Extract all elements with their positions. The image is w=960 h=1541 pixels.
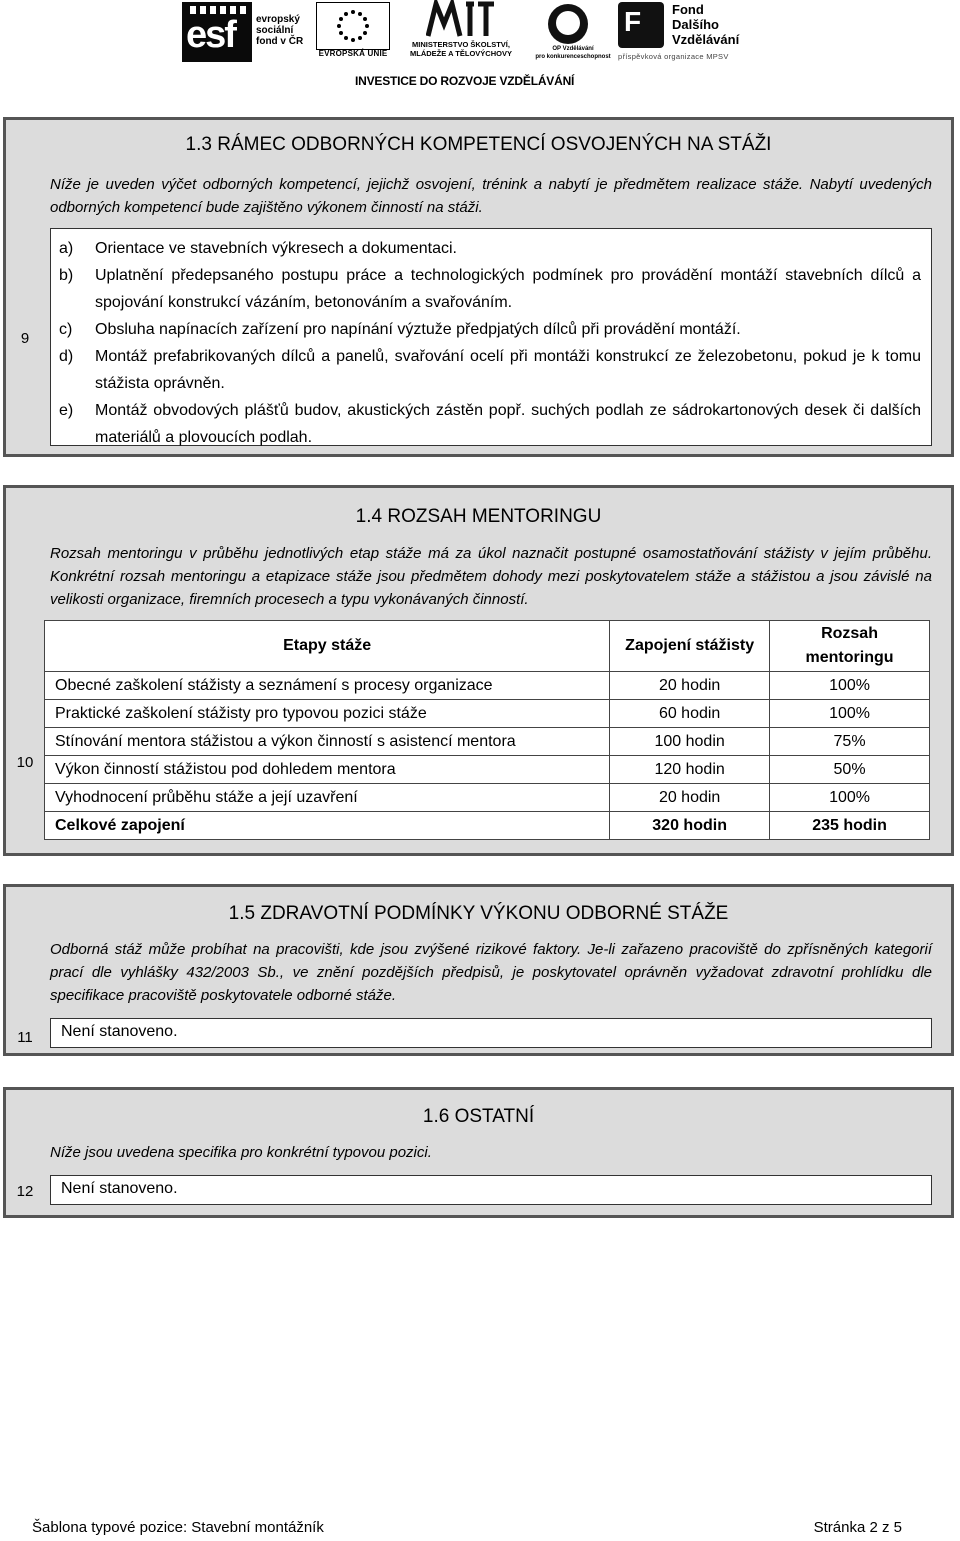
table-row: [45, 784, 930, 812]
msmt-text-line: MINISTERSTVO ŠKOLSTVÍ,: [412, 40, 510, 49]
other-value: Není stanoveno.: [50, 1175, 932, 1205]
fdv-text-line: Fond: [672, 2, 704, 17]
table-cell: Výkon činností stážistou pod dohledem mentora: [45, 756, 610, 784]
table-cell: Obecné zaškolení stážisty a seznámení s procesy organizace: [45, 672, 610, 700]
table-cell: 100 hodin: [610, 728, 770, 756]
fdv-subtitle: příspěvková organizace MPSV: [618, 52, 729, 61]
section-title: 1.5 ZDRAVOTNÍ PODMÍNKY VÝKONU ODBORNÉ STÁŽE: [228, 903, 729, 924]
list-item: [59, 316, 921, 343]
table-cell: Celkové zapojení: [45, 812, 610, 840]
mentoring-table: [44, 620, 930, 840]
table-cell: 100%: [770, 700, 930, 728]
health-value: Není stanoveno.: [50, 1018, 932, 1048]
fdv-logo: [618, 2, 758, 62]
list-item: [59, 343, 921, 397]
table-cell: 100%: [770, 784, 930, 812]
fdv-mark-icon: F: [618, 2, 664, 48]
item-text: Montáž obvodových plášťů budov, akustických zástěn popř. suchých podlah ze sádrokartonových desek či dalších materiálů a plovoucích podlah.: [95, 402, 921, 446]
table-header-row: [45, 621, 930, 672]
table-cell: Praktické zaškolení stážisty pro typovou pozici stáže: [45, 700, 610, 728]
item-text: Orientace ve stavebních výkresech a dokumentaci.: [95, 240, 457, 257]
opvk-text-line: pro konkurenceschopnost: [535, 53, 611, 60]
table-row: [45, 700, 930, 728]
section-other: [3, 1087, 954, 1218]
competence-box: [50, 228, 932, 446]
section-number: 11: [17, 1029, 33, 1046]
table-cell: 50%: [770, 756, 930, 784]
eu-text: EVROPSKÁ UNIE: [318, 49, 388, 58]
item-marker: a): [59, 240, 74, 257]
table-cell: 235 hodin: [770, 812, 930, 840]
column-header: Zapojení stážisty: [610, 621, 770, 672]
table-cell: 60 hodin: [610, 700, 770, 728]
msmt-text-line: MLÁDEŽE A TĚLOVÝCHOVY: [410, 49, 512, 58]
table-row: [45, 756, 930, 784]
table-cell: Stínování mentora stážistou a výkon činností s asistencí mentora: [45, 728, 610, 756]
column-header: Etapy stáže: [45, 621, 610, 672]
table-total-row: [45, 812, 930, 840]
table-cell: 75%: [770, 728, 930, 756]
section-intro: Odborná stáž může probíhat na pracovišti, kde jsou zvýšené rizikové faktory. Je-li zařazeno pracoviště do zpřísněných kategorií prací dle vyhlášky 432/2003 Sb., ve znění pozdějších předpisů, je poskytovatel oprávněn vyžadovat zdravotní prohlídku dle specifikace pracoviště poskytovatele odborné stáže.: [50, 941, 932, 1004]
page-footer: [32, 1519, 902, 1536]
list-item: [59, 235, 921, 262]
opvk-text-line: OP Vzdělávání: [552, 46, 594, 52]
fdv-text-line: Dalšího: [672, 17, 719, 32]
section-number: 10: [16, 754, 34, 771]
column-header: Rozsah mentoringu: [770, 621, 930, 672]
fdv-text-line: Vzdělávání: [672, 32, 740, 47]
section-intro: Níže je uveden výčet odborných kompetencí, jejichž osvojení, trénink a nabytí je předmětem realizace stáže. Nabytí uvedených odborných kompetencí bude zajištěno výkonem činností na stáži.: [50, 176, 932, 216]
msmt-mark-icon: [426, 0, 496, 38]
item-text: Obsluha napínacích zařízení pro napínání výztuže předpjatých dílců při provádění montáží.: [95, 321, 741, 338]
header-logos: [0, 0, 960, 95]
section-competences: [3, 117, 954, 457]
esf-text-line: sociální: [256, 25, 294, 36]
section-intro: Níže jsou uvedena specifika pro konkrétní typovou pozici.: [50, 1144, 432, 1161]
footer-template-name: Šablona typové pozice: Stavební montážník: [32, 1519, 324, 1536]
section-title: 1.3 RÁMEC ODBORNÝCH KOMPETENCÍ OSVOJENÝCH NA STÁŽI: [185, 134, 772, 155]
section-intro: Rozsah mentoringu v průběhu jednotlivých etap stáže má za úkol naznačit postupné osamostatňování stážisty v jejím průběhu. Konkrétní rozsah mentoringu a etapizace stáže jsou předmětem dohody mezi poskytovatelem stáže a stážistou a jsou závislé na velikosti organizace, firemních procesech a typu vykonávaných činností.: [50, 545, 932, 608]
opvk-mark-icon: [548, 4, 588, 44]
item-text: Montáž prefabrikovaných dílců a panelů, svařování ocelí při montáži konstrukcí ze železobetonu, pokud je k tomu stážista oprávněn.: [95, 348, 921, 392]
item-marker: b): [59, 267, 74, 284]
esf-logo: esf evropský sociální fond v ČR: [182, 2, 306, 62]
table-cell: 100%: [770, 672, 930, 700]
table-cell: Vyhodnocení průběhu stáže a její uzavření: [45, 784, 610, 812]
competence-list: [51, 229, 931, 451]
section-title: 1.4 ROZSAH MENTORINGU: [355, 506, 602, 527]
table-cell: 20 hodin: [610, 784, 770, 812]
table-cell: 120 hodin: [610, 756, 770, 784]
page-number: Stránka 2 z 5: [813, 1519, 902, 1536]
opvk-logo: [534, 4, 612, 62]
item-marker: e): [59, 402, 74, 419]
item-marker: c): [59, 321, 73, 338]
table-cell: 20 hodin: [610, 672, 770, 700]
eu-flag-icon: [316, 2, 390, 50]
section-number: 12: [16, 1183, 34, 1200]
item-text: Uplatnění předepsaného postupu práce a technologických podmínek pro provádění montáží stavebních dílců a spojování konstrukcí vázáním, betonováním a svařováním.: [95, 267, 921, 311]
list-item: [59, 262, 921, 316]
list-item: [59, 397, 921, 451]
section-health: [3, 884, 954, 1056]
section-title: 1.6 OSTATNÍ: [422, 1106, 535, 1127]
section-number: 9: [20, 330, 30, 347]
esf-text-line: evropský: [256, 14, 300, 25]
item-marker: d): [59, 348, 74, 365]
esf-text-line: fond v ČR: [256, 36, 304, 47]
eu-logo: [316, 2, 390, 60]
table-row: [45, 672, 930, 700]
msmt-logo: [398, 0, 524, 62]
table-cell: 320 hodin: [610, 812, 770, 840]
investice-slogan: INVESTICE DO ROZVOJE VZDĚLÁVÁNÍ: [355, 74, 575, 88]
table-row: [45, 728, 930, 756]
